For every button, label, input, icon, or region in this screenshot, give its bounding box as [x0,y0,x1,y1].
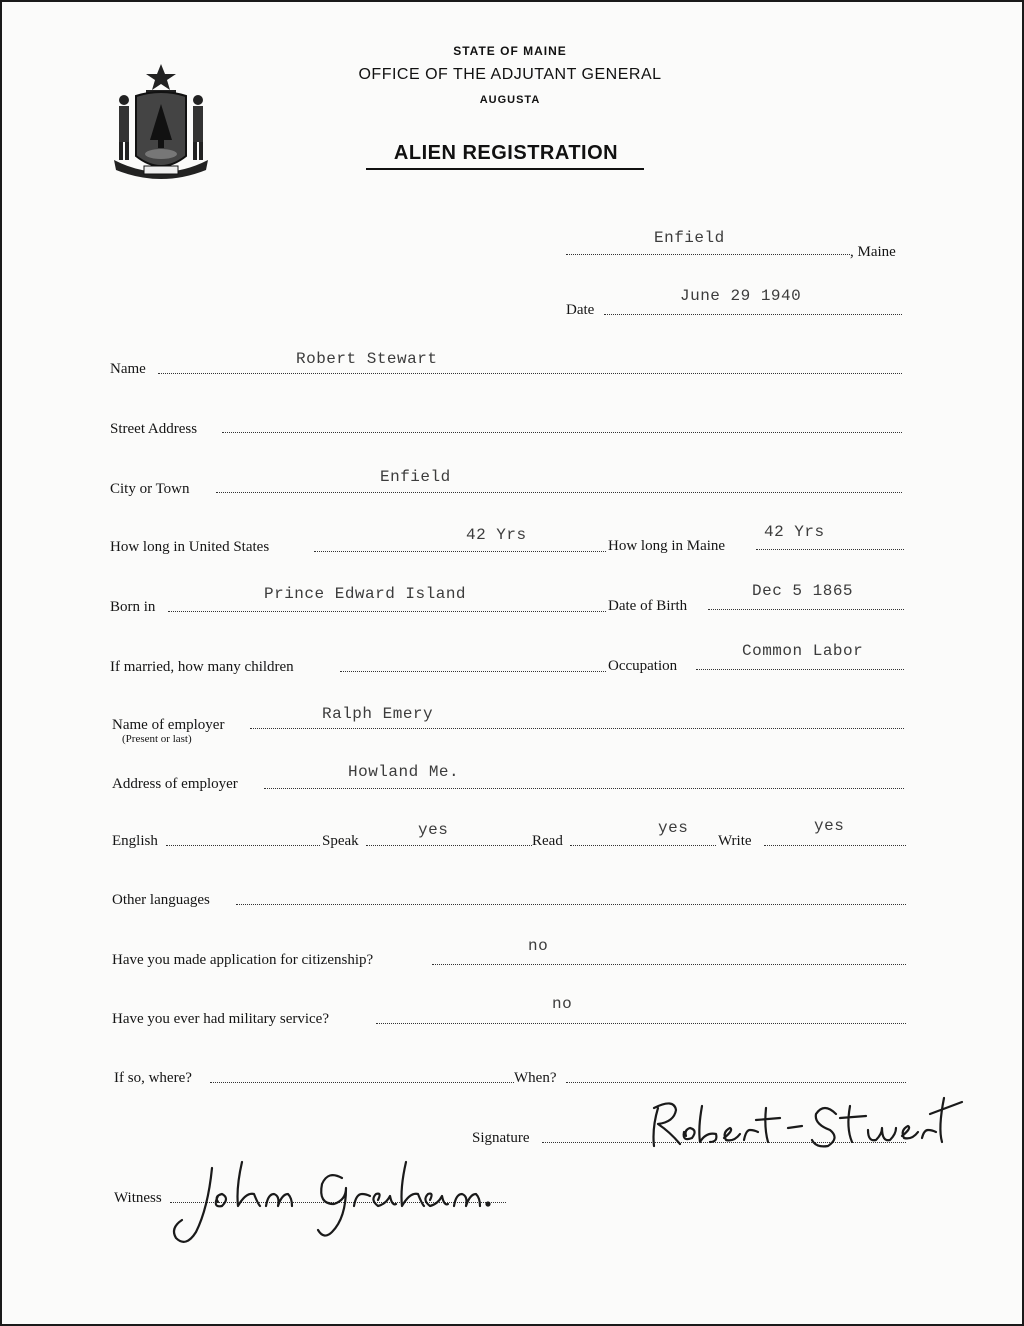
how-long-us-value: 42 Yrs [466,526,527,544]
place-suffix: , Maine [850,244,896,260]
citizenship-label: Have you made application for citizenship? [112,952,374,968]
speak-label: Speak [322,833,359,849]
children-line [340,671,606,672]
born-in-label: Born in [110,599,156,615]
street-address-label: Street Address [110,421,198,437]
how-long-us-label: How long in United States [110,539,270,555]
military-value: no [552,995,573,1013]
children-label: If married, how many children [110,659,294,675]
occupation-value: Common Labor [742,642,864,660]
citizenship-value: no [528,937,549,955]
date-label: Date [566,302,595,318]
city-line [216,492,902,493]
employer-name-line [250,728,904,729]
when-line [566,1082,906,1083]
signature-label: Signature [472,1130,530,1146]
office-heading: OFFICE OF THE ADJUTANT GENERAL [358,66,662,83]
date-of-birth-value: Dec 5 1865 [752,582,854,600]
place-line [566,254,850,255]
citizenship-line [432,964,906,965]
write-label: Write [718,833,752,849]
date-value: June 29 1940 [680,287,802,305]
date-of-birth-label: Date of Birth [608,598,688,614]
read-line [570,845,716,846]
witness-handwriting [156,1148,496,1258]
military-line [376,1023,906,1024]
write-line [764,845,906,846]
title-underline [366,168,644,170]
english-label: English [112,833,158,849]
state-heading: STATE OF MAINE [453,44,567,58]
occupation-label: Occupation [608,658,678,674]
state-seal-icon [106,60,216,182]
city-heading: AUGUSTA [479,94,541,106]
employer-address-value: Howland Me. [348,763,460,781]
where-label: If so, where? [114,1070,192,1086]
how-long-maine-label: How long in Maine [608,538,726,554]
where-line [210,1082,514,1083]
name-line [158,373,902,374]
speak-line [366,845,532,846]
employer-name-value: Ralph Emery [322,705,434,723]
date-line [604,314,902,315]
read-label: Read [532,833,563,849]
signature-handwriting [640,1088,970,1158]
english-line [166,845,320,846]
employer-address-line [264,788,904,789]
other-languages-line [236,904,906,905]
occupation-line [696,669,904,670]
street-address-line [222,432,902,433]
when-label: When? [514,1070,557,1086]
born-in-line [168,611,606,612]
other-languages-label: Other languages [112,892,210,908]
how-long-maine-line [756,549,904,550]
name-value: Robert Stewart [296,350,438,368]
city-label: City or Town [110,481,190,497]
date-of-birth-line [708,609,904,610]
form-title: ALIEN REGISTRATION [393,142,619,164]
name-label: Name [110,361,146,377]
write-value: yes [814,817,845,835]
place-value: Enfield [654,229,725,247]
employer-name-label: Name of employer [112,717,225,733]
how-long-maine-value: 42 Yrs [764,523,825,541]
employer-address-label: Address of employer [112,776,238,792]
how-long-us-line [314,551,606,552]
employer-name-sublabel: (Present or last) [122,733,192,745]
speak-value: yes [418,821,449,839]
read-value: yes [658,819,689,837]
military-label: Have you ever had military service? [112,1011,329,1027]
witness-label: Witness [114,1190,162,1206]
city-value: Enfield [380,468,451,486]
born-in-value: Prince Edward Island [264,585,467,603]
